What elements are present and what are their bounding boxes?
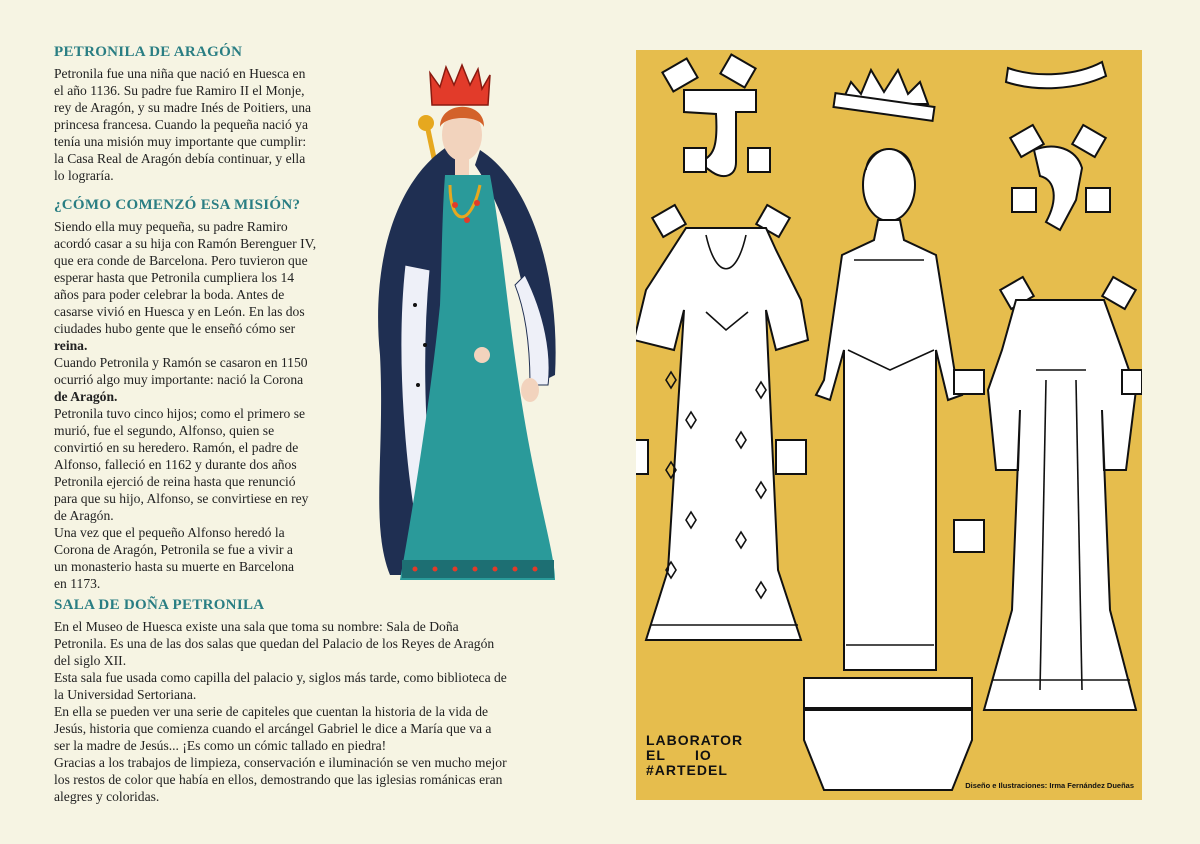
paragraph-line: ciudades hubo gente que le enseñó cómo ser [54,321,296,336]
paragraph-line: tenía una misión muy importante que cumplir: [54,134,307,149]
queen-illustration [330,55,580,595]
paragraph-line: esperar hasta que Petronila cumpliera los 14 [54,270,295,285]
paper-doll-panel [636,50,1142,800]
paragraph-line: que era conde de Barcelona. Pero tuvieron que [54,253,308,268]
section-sala [54,597,544,805]
paragraph-line: princesa francesa. Cuando la pequeña nació ya [54,117,309,132]
logo-line: #ARTEDEL [646,762,728,778]
credit-text: Diseño e Ilustraciones: Irma Fernández Dueñas [965,781,1134,790]
section-title: PETRONILA DE ARAGÓN [54,44,243,60]
paragraph-line: rey de Aragón, y su madre Inés de Poitiers, una [54,100,312,115]
paragraph-line: Gracias a los trabajos de limpieza, conservación e iluminación se ven mucho mejor [54,755,507,770]
section-title: SALA DE DOÑA PETRONILA [54,597,265,613]
paragraph-line: de Aragón. [54,508,114,523]
paragraph-line: Cuando Petronila y Ramón se casaron en 1150 [54,355,308,370]
paragraph-line: casarse vivió en Huesca y en León. En las dos [54,304,305,319]
paragraph-line: Petronila. Es una de las dos salas que quedan del Palacio de los Reyes de Aragón [54,636,495,651]
paragraph-line: En el Museo de Huesca existe una sala que toma su nombre: Sala de Doña [54,619,459,634]
paragraph-line: Corona de Aragón, Petronila se fue a vivir a [54,542,293,557]
paragraph-line: alegres y coloridas. [54,789,160,804]
doll-figure [804,149,972,790]
dress-cutout-2 [954,277,1142,710]
paragraph-line: en 1173. [54,576,101,591]
paragraph-line: ser la madre de Jesús... ¡Es como un cómic tallado en piedra! [54,738,387,753]
headdress-cutout-2 [1010,125,1110,230]
circlet-cutout [1006,62,1106,88]
paragraph-line: Alfonso, falleció en 1162 y durante dos años [54,457,297,472]
paragraph-line: para que su hijo, Alfonso, se convirtiese en rey [54,491,309,506]
paragraph-line: de Aragón. [54,389,118,404]
paragraph-line: años para poder celebrar la boda. Antes de [54,287,285,302]
paragraph-line: Petronila fue una niña que nació en Huesca en [54,66,306,81]
paragraph-line: los restos de color que había en ellos, demostrando que las iglesias románicas eran [54,772,503,787]
section-title: ¿CÓMO COMENZÓ ESA MISIÓN? [54,197,301,213]
headdress-cutout-1 [662,54,770,176]
paragraph-line: Jesús, historia que comienza cuando el arcángel Gabriel le dice a María que va a [54,721,492,736]
section-petronila [54,44,339,184]
dress-cutout-1 [636,205,808,640]
paragraph-line: murió, fue el segundo, Alfonso, quien se [54,423,275,438]
paragraph-line: la Universidad Sertoriana. [54,687,197,702]
paragraph-line: convirtió en su heredero. Ramón, el padre de [54,440,299,455]
laboratorio-logo [646,733,746,778]
section-mision [54,197,339,592]
paragraph-line: Una vez que el pequeño Alfonso heredó la [54,525,285,540]
paragraph-line: Petronila ejerció de reina hasta que renunció [54,474,296,489]
paragraph-line: el año 1136. Su padre fue Ramiro II el Monje, [54,83,305,98]
paper-doll-cutouts [636,50,1142,800]
paragraph-line: Petronila tuvo cinco hijos; como el primero se [54,406,306,421]
logo-line: LABORATOR [646,732,744,748]
paragraph-line: un monasterio hasta su muerte en Barcelona [54,559,295,574]
paragraph-line: del siglo XII. [54,653,127,668]
crown [430,65,490,105]
paragraph-line: Esta sala fue usada como capilla del palacio y, siglos más tarde, como biblioteca de [54,670,507,685]
paragraph-line: lo lograría. [54,168,114,183]
paragraph-line: reina. [54,338,88,353]
paragraph-line: ocurrió algo muy importante: nació la Corona [54,372,304,387]
paragraph-line: En ella se pueden ver una serie de capiteles que cuentan la historia de la vida de [54,704,489,719]
logo-line: EL IO [646,747,712,763]
paragraph-line: Siendo ella muy pequeña, su padre Ramiro [54,219,288,234]
paragraph-line: acordó casar a su hija con Ramón Berenguer IV, [54,236,317,251]
paragraph-line: la Casa Real de Aragón debía continuar, y ella [54,151,306,166]
crown-cutout [834,70,935,121]
